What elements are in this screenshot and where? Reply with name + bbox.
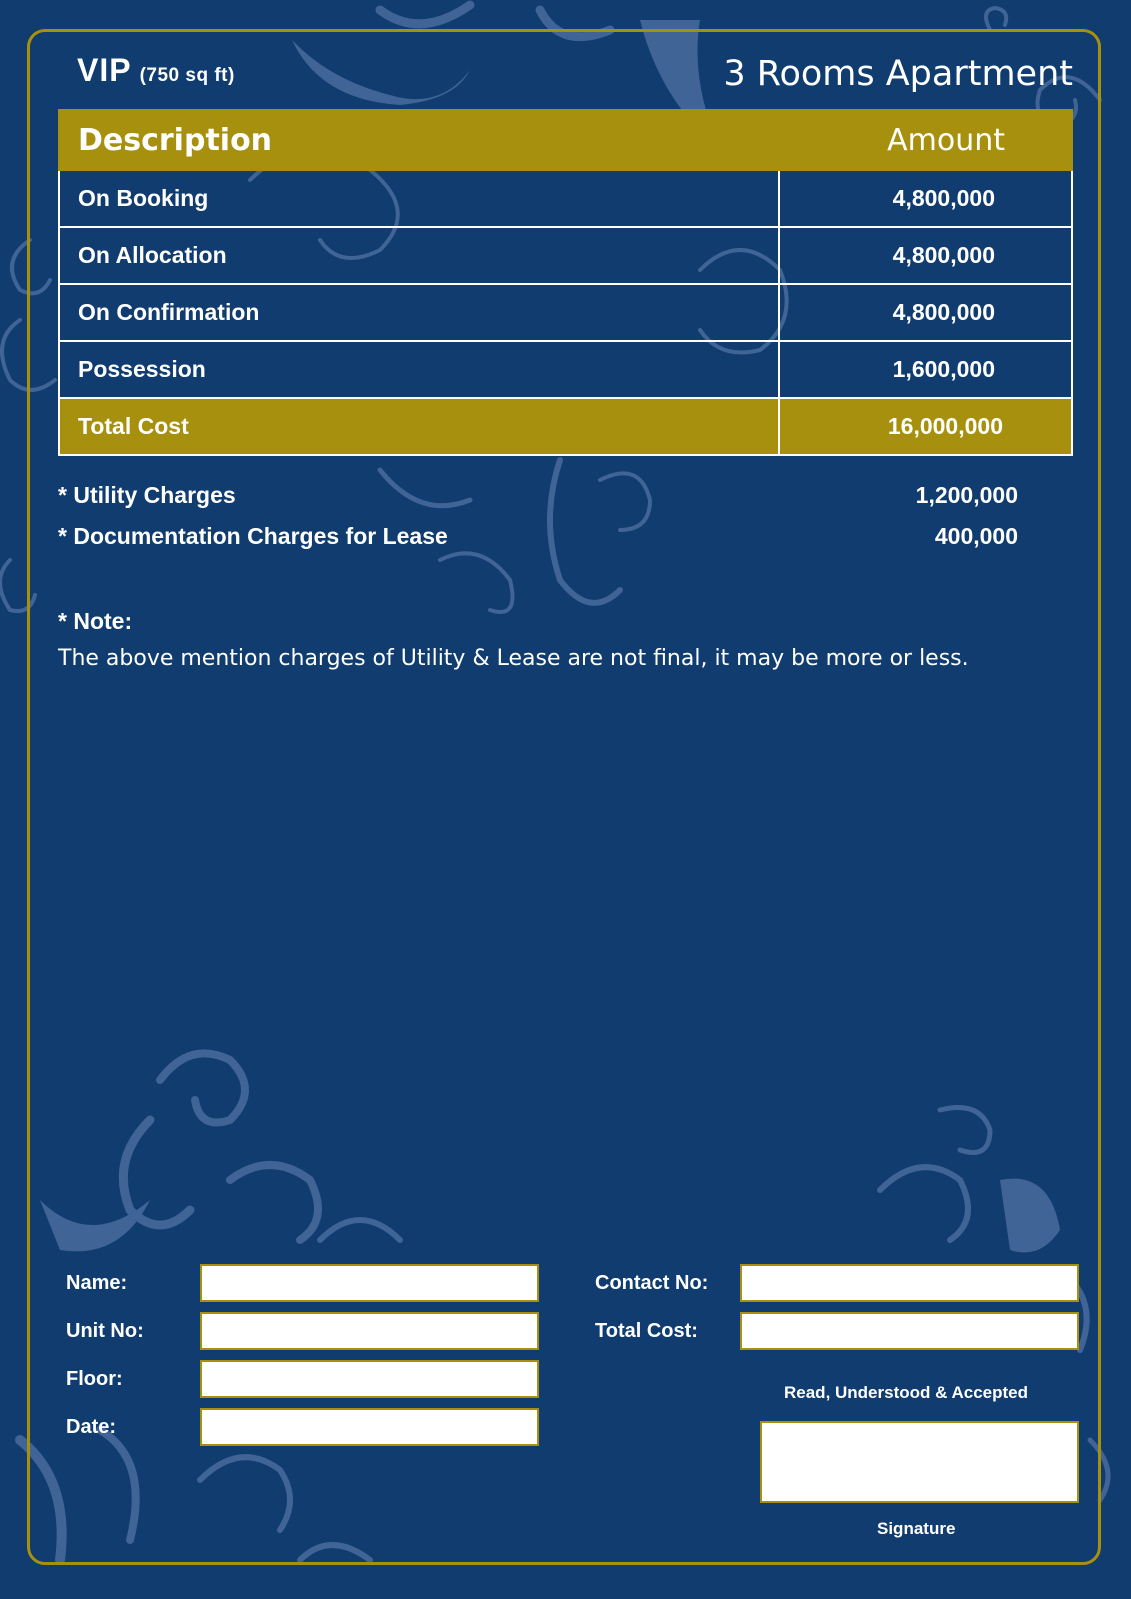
row-amount: 4,800,000 [779, 170, 1072, 227]
payment-schedule-table [58, 109, 1073, 456]
table-header-row [59, 110, 1072, 170]
contact-no-field[interactable] [740, 1264, 1079, 1302]
total-label: Total Cost [59, 398, 779, 455]
charge-amount: 1,200,000 [915, 482, 1018, 508]
floor-field[interactable] [200, 1360, 539, 1398]
charge-label: * Utility Charges [58, 482, 236, 508]
plan-heading [77, 52, 235, 89]
note-text: The above mention charges of Utility & Lease are not final, it may be more or less. [58, 646, 969, 671]
utility-charges-line [58, 482, 1018, 509]
unit-no-label: Unit No: [66, 1320, 144, 1342]
signature-box[interactable] [760, 1421, 1079, 1503]
note-heading: * Note: [58, 608, 133, 634]
contact-no-label: Contact No: [595, 1272, 709, 1294]
charge-label: * Documentation Charges for Lease [58, 523, 448, 549]
plan-tier: VIP [77, 52, 132, 88]
signature-label: Signature [877, 1519, 956, 1538]
total-cost-label: Total Cost: [595, 1320, 698, 1342]
column-header-description: Description [59, 110, 779, 170]
table-row [59, 284, 1072, 341]
charge-amount: 400,000 [934, 523, 1018, 549]
row-amount: 4,800,000 [779, 227, 1072, 284]
date-label: Date: [66, 1416, 117, 1438]
row-amount: 1,600,000 [779, 341, 1072, 398]
row-label: On Confirmation [59, 284, 779, 341]
name-label: Name: [66, 1272, 128, 1294]
row-label: On Allocation [59, 227, 779, 284]
column-header-amount: Amount [779, 110, 1072, 170]
table-row [59, 227, 1072, 284]
floor-label: Floor: [66, 1368, 123, 1390]
unit-no-field[interactable] [200, 1312, 539, 1350]
name-field[interactable] [200, 1264, 539, 1302]
date-field[interactable] [200, 1408, 539, 1446]
plan-area: (750 sq ft) [139, 65, 235, 86]
row-label: On Booking [59, 170, 779, 227]
row-amount: 4,800,000 [779, 284, 1072, 341]
apartment-type: 3 Rooms Apartment [723, 54, 1073, 94]
table-row [59, 170, 1072, 227]
accept-statement: Read, Understood & Accepted [784, 1383, 1029, 1402]
total-row [59, 398, 1072, 455]
total-cost-field[interactable] [740, 1312, 1079, 1350]
row-label: Possession [59, 341, 779, 398]
table-row [59, 341, 1072, 398]
documentation-charges-line [58, 523, 1018, 550]
total-amount: 16,000,000 [779, 398, 1072, 455]
